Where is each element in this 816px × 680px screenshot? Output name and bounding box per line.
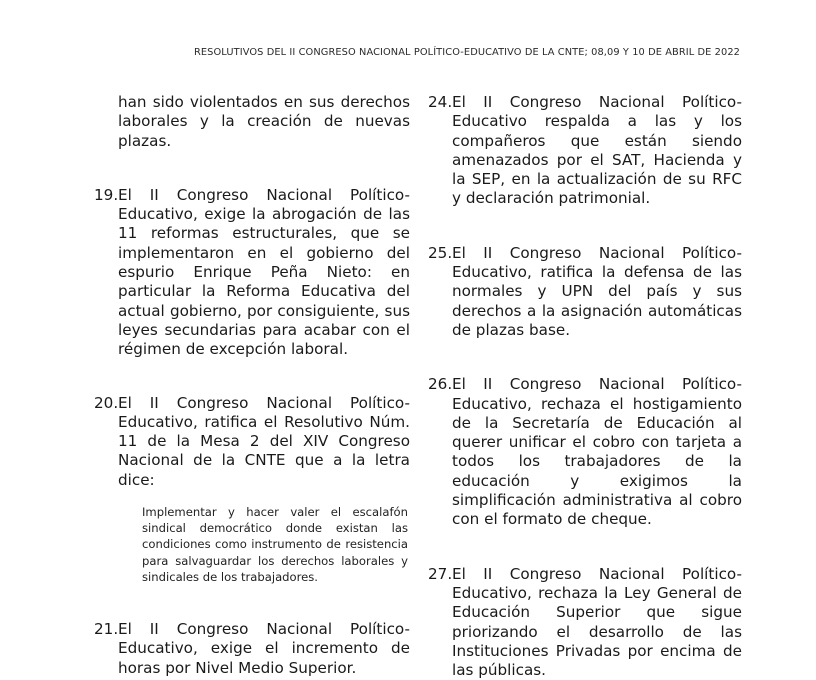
item-text: El II Congreso Nacional Político-Educativo, ratifica el Resolutivo Núm. 11 de la Mesa 2 del XIV Congreso Nacional de la CNTE que a la letra dice: — [118, 393, 410, 489]
item-text: El II Congreso Nacional Político-Educativo, exige el incremento de horas por Nivel Medio Superior. — [118, 620, 410, 677]
item-text: El II Congreso Nacional Político-Educativo, rechaza el hostigamiento de la Secretaría de Educación al querer unificar el cobro con tarjeta a todos los trabajadores de la educación y exigimos la simplificación administrativa al cobro con el formato de cheque. — [452, 375, 742, 529]
right-column — [428, 93, 742, 680]
continued-paragraph: han sido violentados en sus derechos laborales y la creación de nuevas plazas. — [118, 93, 410, 150]
left-column — [94, 93, 410, 678]
item-number: 20. — [94, 393, 119, 412]
item-number: 25. — [428, 243, 453, 262]
resolution-item-27 — [428, 565, 742, 680]
item-text: El II Congreso Nacional Político-Educativo, ratifica la defensa de las normales y UPN del país y sus derechos a la asignación automáticas de plazas base. — [452, 243, 742, 339]
item-number: 21. — [94, 620, 119, 639]
resolution-item-25 — [428, 244, 742, 340]
resolution-item-24 — [428, 93, 742, 209]
resolution-item-26 — [428, 375, 742, 529]
item-number: 19. — [94, 185, 119, 204]
item-text: El II Congreso Nacional Político-Educativo, rechaza la Ley General de Educación Superior que sigue priorizando el desarrollo de las Instituciones Privadas por encima de las públicas. — [452, 564, 742, 680]
item-text: El II Congreso Nacional Político-Educativo, exige la abrogación de las 11 reformas estructurales, que se implementaron en el gobierno del espurio Enrique Peña Nieto: en particular la Reforma Educativa del actual gobierno, por consiguiente, sus leyes secundarias para acabar con el régimen de excepción laboral. — [118, 185, 410, 359]
item-number: 26. — [428, 375, 453, 394]
block-quote: Implementar y hacer valer el escalafón sindical democrático donde existan las condiciones como instrumento de resistencia para salvaguardar los derechos laborales y sindicales de los trabajadores. — [142, 505, 408, 584]
item-number: 27. — [428, 564, 453, 583]
item-text: El II Congreso Nacional Político-Educativo respalda a las y los compañeros que están siendo amenazados por el SAT, Hacienda y la SEP, en la actualización de su RFC y declaración patrimonial. — [452, 93, 742, 208]
resolution-item-21 — [94, 620, 410, 678]
resolution-item-20 — [94, 394, 410, 490]
running-header: RESOLUTIVOS DEL II CONGRESO NACIONAL POLÍTICO-EDUCATIVO DE LA CNTE; 08,09 Y 10 DE ABRIL DE 2022 — [193, 47, 740, 58]
item-number: 24. — [428, 93, 453, 111]
resolution-item-19 — [94, 186, 410, 360]
